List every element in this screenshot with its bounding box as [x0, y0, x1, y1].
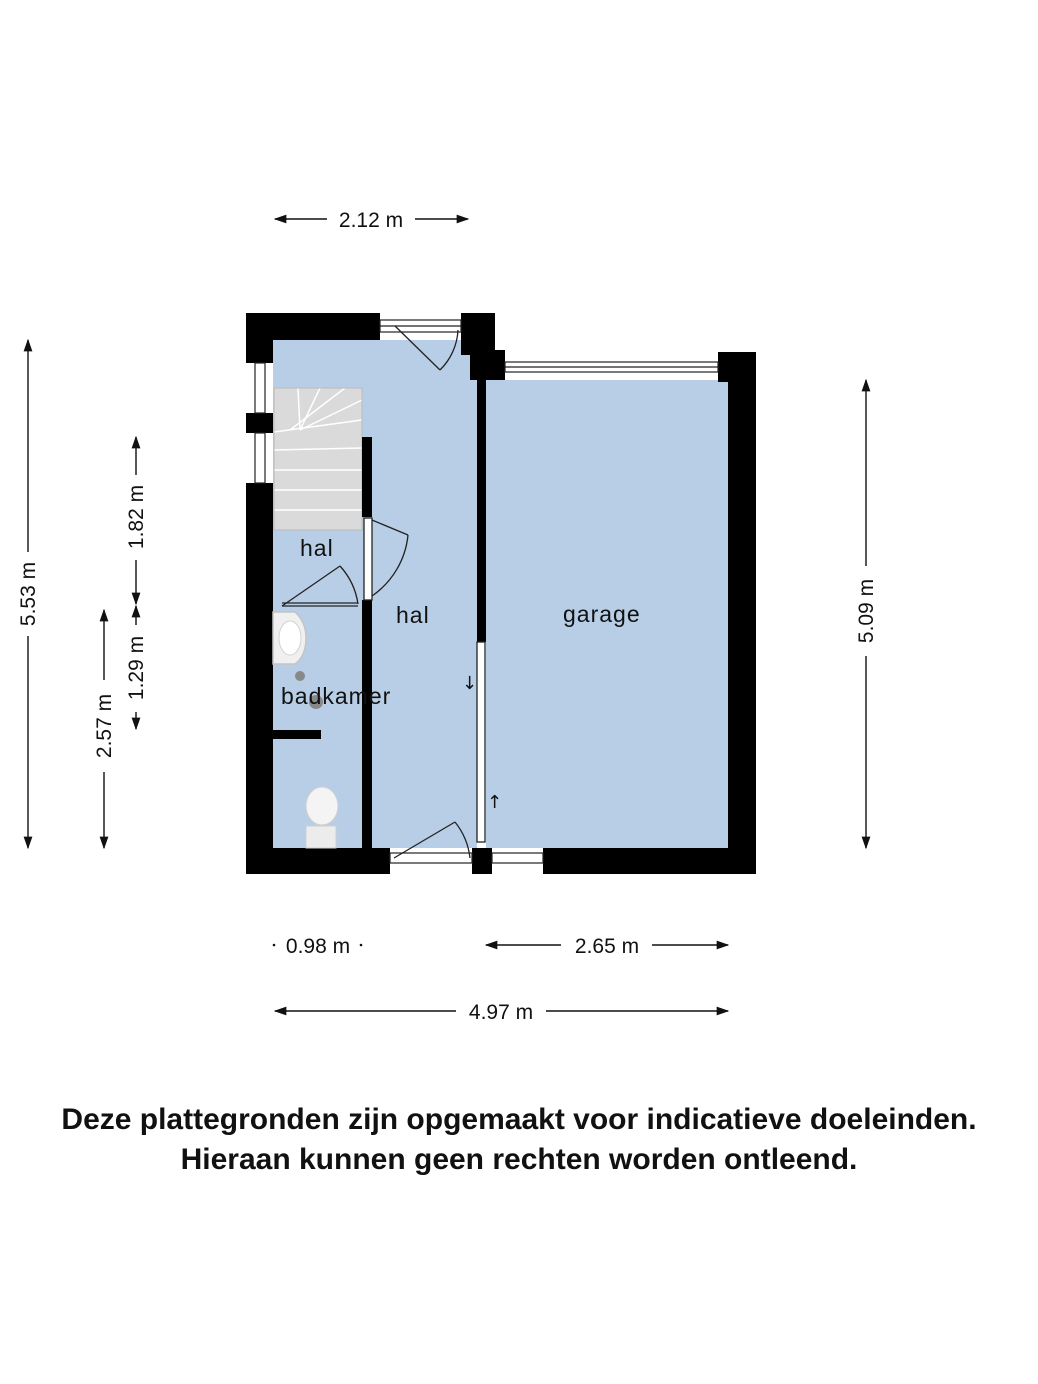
room-label-garage: garage: [563, 601, 641, 627]
stair-arrow-down: ↓: [462, 673, 478, 694]
dim-label-bath-small: 1.29 m: [125, 635, 148, 701]
room-label-hal: hal: [396, 602, 430, 628]
shower-drain: [295, 671, 305, 681]
dim-label-garage-width: 2.65 m: [574, 935, 640, 958]
dim-label-total-height: 5.53 m: [17, 561, 40, 627]
dim-label-garage-height: 5.09 m: [855, 578, 878, 644]
room-label-badkamer: badkamer: [281, 683, 392, 709]
disclaimer-line-1: Deze plattegronden zijn opgemaakt voor indicatieve doeleinden.: [61, 1103, 977, 1136]
staircase: [274, 388, 362, 530]
toilet: [306, 787, 338, 848]
dim-label-bath-height: 2.57 m: [93, 693, 116, 759]
stair-arrow-up: ↑: [487, 792, 503, 813]
room-label-hal-upper: hal: [300, 535, 334, 561]
dim-label-top-width: 2.12 m: [338, 209, 404, 232]
dim-label-total-width: 4.97 m: [468, 1001, 534, 1024]
dim-label-stair-height: 1.82 m: [125, 484, 148, 550]
disclaimer: [0, 1100, 1038, 1180]
disclaimer-line-2: Hieraan kunnen geen rechten worden ontleend.: [180, 1143, 858, 1176]
dim-label-bath-width: 0.98 m: [285, 935, 351, 958]
